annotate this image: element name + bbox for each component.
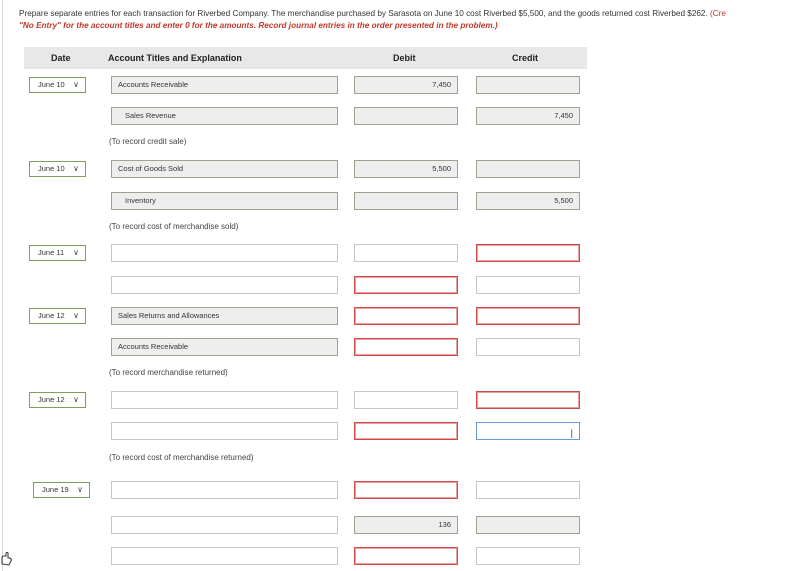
debit-field[interactable]: 136 bbox=[354, 516, 458, 534]
credit-field[interactable] bbox=[476, 244, 580, 262]
account-field[interactable]: Accounts Receivable bbox=[111, 338, 338, 356]
explanation: (To record cost of merchandise sold) bbox=[109, 222, 239, 231]
credit-field[interactable] bbox=[476, 516, 580, 534]
credit-field[interactable]: 5,500 bbox=[476, 192, 580, 210]
debit-field[interactable]: 5,500 bbox=[354, 160, 458, 178]
chevron-down-icon: ∨ bbox=[73, 164, 79, 173]
date-select[interactable] bbox=[29, 308, 86, 324]
explanation: (To record cost of merchandise returned) bbox=[109, 453, 254, 462]
instructions-line1: Prepare separate entries for each transaction for Riverbed Company. The merchandise purchased by Sarasota on June 10 cost Riverbed $5,500, and the goods returned cost Riverbed $262. bbox=[19, 9, 711, 18]
account-field[interactable] bbox=[111, 422, 338, 440]
account-field[interactable] bbox=[111, 516, 338, 534]
chevron-down-icon: ∨ bbox=[73, 311, 79, 320]
header-date: Date bbox=[51, 53, 71, 63]
table-header bbox=[24, 47, 587, 69]
credit-field[interactable] bbox=[476, 307, 580, 325]
date-value: June 12 bbox=[38, 395, 65, 404]
debit-field[interactable] bbox=[354, 338, 458, 356]
hand-pointer-icon bbox=[0, 552, 12, 566]
chevron-down-icon: ∨ bbox=[77, 485, 83, 494]
credit-field[interactable] bbox=[476, 481, 580, 499]
account-field[interactable]: Accounts Receivable bbox=[111, 76, 338, 94]
debit-field[interactable] bbox=[354, 276, 458, 294]
debit-field[interactable] bbox=[354, 307, 458, 325]
account-field[interactable]: Sales Revenue bbox=[111, 107, 338, 125]
instructions-line2: "No Entry" for the account titles and enter 0 for the amounts. Record journal entries in the order presented in the problem.) bbox=[19, 21, 498, 30]
chevron-down-icon: ∨ bbox=[73, 80, 79, 89]
explanation: (To record credit sale) bbox=[109, 137, 187, 146]
date-value: June 12 bbox=[38, 311, 65, 320]
chevron-down-icon: ∨ bbox=[73, 395, 79, 404]
credit-field[interactable] bbox=[476, 338, 580, 356]
date-value: June 10 bbox=[38, 164, 65, 173]
explanation: (To record merchandise returned) bbox=[109, 368, 228, 377]
left-border bbox=[2, 0, 3, 571]
account-field[interactable] bbox=[111, 547, 338, 565]
header-account: Account Titles and Explanation bbox=[108, 53, 242, 63]
instructions-line1-tail: (Cre bbox=[710, 9, 726, 18]
credit-field[interactable] bbox=[476, 160, 580, 178]
date-value: June 19 bbox=[42, 485, 69, 494]
credit-field[interactable] bbox=[476, 276, 580, 294]
date-select[interactable] bbox=[29, 77, 86, 93]
text-cursor: | bbox=[570, 428, 573, 438]
account-field[interactable]: Inventory bbox=[111, 192, 338, 210]
debit-field[interactable] bbox=[354, 192, 458, 210]
date-select[interactable] bbox=[29, 245, 86, 261]
date-select[interactable] bbox=[29, 161, 86, 177]
date-select[interactable] bbox=[29, 392, 86, 408]
header-credit: Credit bbox=[512, 53, 539, 63]
debit-field[interactable] bbox=[354, 547, 458, 565]
debit-field[interactable] bbox=[354, 244, 458, 262]
date-select[interactable] bbox=[33, 482, 90, 498]
credit-field[interactable] bbox=[476, 76, 580, 94]
credit-field[interactable] bbox=[476, 422, 580, 440]
debit-field[interactable]: 7,450 bbox=[354, 76, 458, 94]
account-field[interactable] bbox=[111, 276, 338, 294]
account-field[interactable]: Cost of Goods Sold bbox=[111, 160, 338, 178]
debit-field[interactable] bbox=[354, 481, 458, 499]
account-field[interactable]: Sales Returns and Allowances bbox=[111, 307, 338, 325]
credit-field[interactable] bbox=[476, 391, 580, 409]
account-field[interactable] bbox=[111, 244, 338, 262]
credit-field[interactable] bbox=[476, 547, 580, 565]
debit-field[interactable] bbox=[354, 107, 458, 125]
account-field[interactable] bbox=[111, 391, 338, 409]
credit-field[interactable]: 7,450 bbox=[476, 107, 580, 125]
date-value: June 10 bbox=[38, 80, 65, 89]
debit-field[interactable] bbox=[354, 422, 458, 440]
account-field[interactable] bbox=[111, 481, 338, 499]
instructions bbox=[19, 8, 802, 32]
date-value: June 11 bbox=[38, 248, 65, 257]
debit-field[interactable] bbox=[354, 391, 458, 409]
header-debit: Debit bbox=[393, 53, 416, 63]
chevron-down-icon: ∨ bbox=[73, 248, 79, 257]
